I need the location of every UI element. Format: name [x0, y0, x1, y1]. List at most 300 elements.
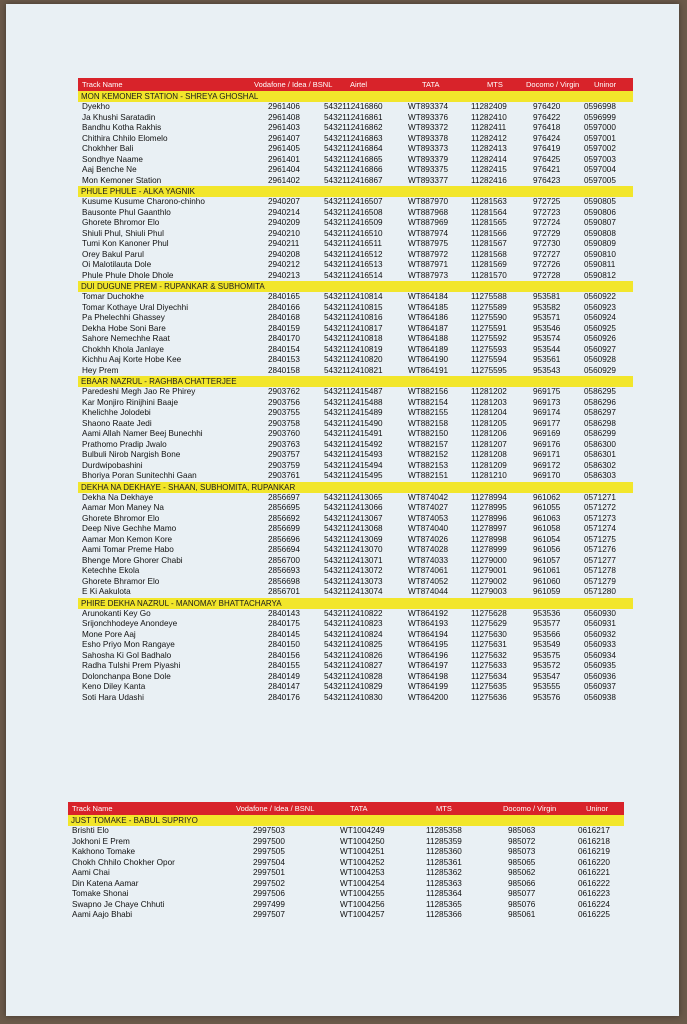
- docomo-code-cell: 961058: [533, 524, 561, 533]
- mts-code-cell: 11282413: [471, 144, 507, 153]
- tata-code-cell: WT887968: [408, 207, 449, 217]
- table-row: [78, 661, 633, 672]
- tata-code-cell: WT864197: [408, 661, 449, 670]
- uninor-code-cell: 0586298: [584, 418, 616, 428]
- uninor-code-cell: 0616221: [578, 868, 610, 877]
- album-section-title: MON KEMONER STATION - SHREYA GHOSHAL: [78, 91, 633, 102]
- airtel-code-cell: 5432112416864: [324, 144, 383, 153]
- mts-code-cell: 11275588: [471, 292, 507, 301]
- mts-code-cell: 11275589: [471, 302, 507, 312]
- docomo-code-cell: 969174: [533, 408, 561, 417]
- tata-code-cell: WT864195: [408, 640, 449, 649]
- airtel-code-cell: 5432112410826: [324, 650, 383, 660]
- uninor-code-cell: 0571279: [584, 576, 616, 586]
- airtel-code-cell: 5432112410819: [324, 344, 383, 354]
- docomo-code-cell: 969173: [533, 397, 561, 407]
- table-row: [78, 218, 633, 229]
- tata-code-cell: WT882153: [408, 460, 449, 470]
- table-row: [78, 556, 633, 567]
- mts-code-cell: 11278998: [471, 534, 507, 544]
- table-row: [78, 545, 633, 556]
- vodafone-code-cell: 2856697: [268, 492, 300, 502]
- tata-code-cell: WT887974: [408, 228, 449, 238]
- vodafone-code-cell: 2961403: [268, 123, 300, 132]
- track-name-cell: Bausonte Phul Gaanthlo: [82, 207, 171, 217]
- airtel-code-cell: 5432112410824: [324, 629, 383, 639]
- vodafone-code-cell: 2940214: [268, 207, 300, 217]
- tata-code-cell: WT864185: [408, 302, 449, 312]
- track-name-cell: Kakhono Tomake: [72, 847, 136, 856]
- table-row: [78, 324, 633, 335]
- airtel-code-cell: 5432112416514: [324, 270, 383, 280]
- mts-code-cell: 11281205: [471, 418, 507, 428]
- airtel-code-cell: 5432112410830: [324, 692, 383, 702]
- track-name-cell: Radha Tulshi Prem Piyashi: [82, 661, 181, 670]
- vodafone-code-cell: 2961402: [268, 175, 300, 185]
- album-section-title: PHULE PHULE - ALKA YAGNIK: [78, 186, 633, 197]
- airtel-code-cell: 5432112416860: [324, 102, 383, 111]
- track-name-cell: Mone Pore Aaj: [82, 629, 136, 639]
- vodafone-code-cell: 2961406: [268, 102, 300, 111]
- uninor-code-cell: 0586299: [584, 429, 616, 438]
- vodafone-code-cell: 2903763: [268, 439, 300, 449]
- header-tata: TATA: [422, 80, 440, 89]
- album-section-title: EBAAR NAZRUL - RAGHBA CHATTERJEE: [78, 376, 633, 387]
- track-name-cell: Khelichhe Jolodebi: [82, 408, 151, 417]
- uninor-code-cell: 0616223: [578, 889, 610, 898]
- paper-sheet: [6, 4, 679, 1016]
- airtel-code-cell: 5432112413066: [324, 503, 383, 512]
- table-row: [78, 197, 633, 208]
- track-name-cell: Tomar Kothaye Ural Diyechhi: [82, 302, 189, 312]
- mts-code-cell: 11281567: [471, 239, 507, 248]
- docomo-code-cell: 961062: [533, 492, 561, 502]
- mts-code-cell: 11281210: [471, 471, 507, 480]
- vodafone-code-cell: 2840156: [268, 650, 300, 660]
- table-row: [78, 229, 633, 240]
- track-name-cell: Arunokanti Key Go: [82, 608, 151, 618]
- uninor-code-cell: 0560927: [584, 344, 616, 354]
- uninor-code-cell: 0560938: [584, 692, 616, 702]
- airtel-code-cell: 5432112410818: [324, 334, 383, 343]
- track-name-cell: Kichhu Aaj Korte Hobe Kee: [82, 355, 182, 364]
- vodafone-code-cell: 2997499: [253, 899, 285, 909]
- tata-code-cell: WT1004257: [340, 910, 385, 919]
- track-name-cell: Deep Nive Gechhe Mamo: [82, 524, 177, 533]
- docomo-code-cell: 953544: [533, 344, 561, 354]
- docomo-code-cell: 976425: [533, 154, 561, 164]
- tata-code-cell: WT1004252: [340, 857, 385, 867]
- tata-code-cell: WT1004253: [340, 868, 385, 877]
- uninor-code-cell: 0590810: [584, 249, 616, 259]
- uninor-code-cell: 0597004: [584, 165, 616, 174]
- tata-code-cell: WT874040: [408, 524, 449, 533]
- tata-code-cell: WT864198: [408, 671, 449, 681]
- vodafone-code-cell: 2856692: [268, 513, 300, 523]
- vodafone-code-cell: 2856699: [268, 524, 300, 533]
- uninor-code-cell: 0571277: [584, 555, 616, 565]
- uninor-code-cell: 0586297: [584, 408, 616, 417]
- table-row: [78, 440, 633, 451]
- tata-code-cell: WT1004251: [340, 847, 385, 856]
- mts-code-cell: 11275591: [471, 323, 507, 333]
- track-name-cell: Aami Allah Namer Beej Bunechhi: [82, 429, 203, 438]
- track-name-cell: E Ki Aakulota: [82, 587, 131, 596]
- tata-code-cell: WT1004250: [340, 836, 385, 846]
- mts-code-cell: 11285365: [426, 899, 462, 909]
- table-row: [78, 102, 633, 113]
- vodafone-code-cell: 2903757: [268, 450, 300, 459]
- airtel-code-cell: 5432112415495: [324, 471, 383, 480]
- track-name-cell: Orey Bakul Parul: [82, 249, 144, 259]
- airtel-code-cell: 5432112410820: [324, 355, 383, 364]
- docomo-code-cell: 976419: [533, 144, 561, 153]
- airtel-code-cell: 5432112416867: [324, 175, 383, 185]
- uninor-code-cell: 0586301: [584, 450, 616, 459]
- track-name-cell: Dekha Na Dekhaye: [82, 492, 153, 502]
- vodafone-code-cell: 2940207: [268, 197, 300, 206]
- docomo-code-cell: 969169: [533, 429, 561, 438]
- track-name-cell: Brishti Elo: [72, 826, 109, 835]
- airtel-code-cell: 5432112413069: [324, 534, 383, 544]
- mts-code-cell: 11285358: [426, 826, 462, 835]
- mts-code-cell: 11278996: [471, 513, 507, 523]
- album-section-title: DEKHA NA DEKHAYE - SHAAN, SUBHOMITA, RUPANKAR: [78, 482, 633, 493]
- table-row: [68, 847, 624, 858]
- mts-code-cell: 11275630: [471, 629, 507, 639]
- mts-code-cell: 11275592: [471, 334, 507, 343]
- track-name-cell: Dyekho: [82, 102, 110, 111]
- tata-code-cell: WT874042: [408, 492, 449, 502]
- vodafone-code-cell: 2856696: [268, 534, 300, 544]
- track-name-cell: Tomar Duchokhe: [82, 292, 144, 301]
- airtel-code-cell: 5432112415489: [324, 408, 383, 417]
- airtel-code-cell: 5432112416509: [324, 218, 383, 227]
- mts-code-cell: 11281202: [471, 387, 507, 396]
- uninor-code-cell: 0616219: [578, 847, 610, 856]
- uninor-code-cell: 0586296: [584, 397, 616, 407]
- table-row: [78, 208, 633, 219]
- docomo-code-cell: 972723: [533, 207, 561, 217]
- uninor-code-cell: 0571274: [584, 524, 616, 533]
- tata-code-cell: WT887969: [408, 218, 449, 227]
- mts-code-cell: 11285364: [426, 889, 462, 898]
- tata-code-cell: WT882152: [408, 450, 449, 459]
- airtel-code-cell: 5432112410817: [324, 323, 383, 333]
- uninor-code-cell: 0560925: [584, 323, 616, 333]
- ringtone-table-secondary: [68, 802, 624, 921]
- ringtone-table-main: [78, 78, 633, 703]
- mts-code-cell: 11275632: [471, 650, 507, 660]
- uninor-code-cell: 0560926: [584, 334, 616, 343]
- docomo-code-cell: 969171: [533, 450, 561, 459]
- mts-code-cell: 11275595: [471, 365, 507, 375]
- airtel-code-cell: 5432112415488: [324, 397, 383, 407]
- tata-code-cell: WT864191: [408, 365, 449, 375]
- tata-code-cell: WT882155: [408, 408, 449, 417]
- table-row: [78, 387, 633, 398]
- airtel-code-cell: 5432112415493: [324, 450, 383, 459]
- docomo-code-cell: 976423: [533, 175, 561, 185]
- track-name-cell: Esho Priyo Mon Rangaye: [82, 640, 175, 649]
- vodafone-code-cell: 2840143: [268, 608, 300, 618]
- header-uninor: Uninor: [594, 80, 617, 89]
- docomo-code-cell: 969172: [533, 460, 561, 470]
- tata-code-cell: WT893375: [408, 165, 449, 174]
- docomo-code-cell: 961061: [533, 566, 561, 575]
- vodafone-code-cell: 2856695: [268, 503, 300, 512]
- airtel-code-cell: 5432112413067: [324, 513, 383, 523]
- mts-code-cell: 11275635: [471, 682, 507, 691]
- table-row: [78, 514, 633, 525]
- docomo-code-cell: 976418: [533, 123, 561, 132]
- vodafone-code-cell: 2997507: [253, 910, 285, 919]
- vodafone-code-cell: 2840168: [268, 313, 300, 322]
- airtel-code-cell: 5432112413074: [324, 587, 383, 596]
- uninor-code-cell: 0560929: [584, 365, 616, 375]
- docomo-code-cell: 985072: [508, 836, 536, 846]
- track-name-cell: Tumi Kon Kanoner Phul: [82, 239, 169, 248]
- table-row: [78, 239, 633, 250]
- vodafone-code-cell: 2940210: [268, 228, 300, 238]
- airtel-code-cell: 5432112413071: [324, 555, 383, 565]
- tata-code-cell: WT1004254: [340, 878, 385, 888]
- track-name-cell: Pa Phelechhi Ghassey: [82, 313, 165, 322]
- mts-code-cell: 11279003: [471, 587, 507, 596]
- vodafone-code-cell: 2840149: [268, 671, 300, 681]
- table-row: [68, 889, 624, 900]
- uninor-code-cell: 0590807: [584, 218, 616, 227]
- mts-code-cell: 11285362: [426, 868, 462, 877]
- track-name-cell: Aami Tomar Preme Habo: [82, 545, 174, 554]
- vodafone-code-cell: 2903761: [268, 471, 300, 480]
- docomo-code-cell: 953581: [533, 292, 561, 301]
- docomo-code-cell: 976420: [533, 102, 561, 111]
- docomo-code-cell: 985062: [508, 868, 536, 877]
- uninor-code-cell: 0597005: [584, 175, 616, 185]
- mts-code-cell: 11285363: [426, 878, 462, 888]
- tata-code-cell: WT893378: [408, 133, 449, 143]
- airtel-code-cell: 5432112415494: [324, 460, 383, 470]
- vodafone-code-cell: 2940212: [268, 260, 300, 269]
- tata-code-cell: WT864193: [408, 619, 449, 628]
- uninor-code-cell: 0586303: [584, 471, 616, 480]
- vodafone-code-cell: 2961401: [268, 154, 300, 164]
- table-row: [78, 535, 633, 546]
- uninor-code-cell: 0560935: [584, 661, 616, 670]
- vodafone-code-cell: 2961404: [268, 165, 300, 174]
- table-row: [78, 609, 633, 620]
- docomo-code-cell: 953574: [533, 334, 561, 343]
- track-name-cell: Aami Aajo Bhabi: [72, 910, 133, 919]
- uninor-code-cell: 0560930: [584, 608, 616, 618]
- table-row: [78, 672, 633, 683]
- mts-code-cell: 11281569: [471, 260, 507, 269]
- uninor-code-cell: 0560932: [584, 629, 616, 639]
- airtel-code-cell: 5432112415487: [324, 387, 383, 396]
- track-name-cell: Shaono Raate Jedi: [82, 418, 152, 428]
- table-row: [78, 292, 633, 303]
- track-name-cell: Aamar Mon Maney Na: [82, 503, 164, 512]
- vodafone-code-cell: 2840159: [268, 323, 300, 333]
- docomo-code-cell: 976424: [533, 133, 561, 143]
- track-name-cell: Kusume Kusume Charono-chinho: [82, 197, 205, 206]
- airtel-code-cell: 5432112410827: [324, 661, 383, 670]
- table-row: [68, 868, 624, 879]
- track-name-cell: Bandhu Kotha Rakhis: [82, 123, 162, 132]
- tata-code-cell: WT882150: [408, 429, 449, 438]
- table-row: [78, 355, 633, 366]
- airtel-code-cell: 5432112416512: [324, 249, 383, 259]
- vodafone-code-cell: 2840175: [268, 619, 300, 628]
- mts-code-cell: 11279001: [471, 566, 507, 575]
- header-mts: MTS: [487, 80, 503, 89]
- mts-code-cell: 11278997: [471, 524, 507, 533]
- vodafone-code-cell: 2840147: [268, 682, 300, 691]
- vodafone-code-cell: 2840155: [268, 661, 300, 670]
- tata-code-cell: WT1004255: [340, 889, 385, 898]
- track-name-cell: Dekha Hobe Soni Bare: [82, 323, 166, 333]
- mts-code-cell: 11275628: [471, 608, 507, 618]
- track-name-cell: Dolonchanpa Bone Dole: [82, 671, 171, 681]
- uninor-code-cell: 0616220: [578, 857, 610, 867]
- docomo-code-cell: 961063: [533, 513, 561, 523]
- table-row: [78, 165, 633, 176]
- table-header: [68, 802, 624, 815]
- uninor-code-cell: 0560937: [584, 682, 616, 691]
- track-name-cell: Swapno Je Chaye Chhuti: [72, 899, 165, 909]
- table-row: [78, 408, 633, 419]
- airtel-code-cell: 5432112416508: [324, 207, 383, 217]
- vodafone-code-cell: 2997505: [253, 847, 285, 856]
- mts-code-cell: 11282410: [471, 112, 507, 122]
- table-row: [78, 682, 633, 693]
- vodafone-code-cell: 2997503: [253, 826, 285, 835]
- track-name-cell: Bulbuli Nirob Nargish Bone: [82, 450, 181, 459]
- table-row: [78, 587, 633, 598]
- tata-code-cell: WT893377: [408, 175, 449, 185]
- vodafone-code-cell: 2840170: [268, 334, 300, 343]
- uninor-code-cell: 0597000: [584, 123, 616, 132]
- docomo-code-cell: 972727: [533, 249, 561, 259]
- tata-code-cell: WT864187: [408, 323, 449, 333]
- table-row: [78, 651, 633, 662]
- table-row: [78, 345, 633, 356]
- mts-code-cell: 11278994: [471, 492, 507, 502]
- docomo-code-cell: 985077: [508, 889, 536, 898]
- docomo-code-cell: 953571: [533, 313, 561, 322]
- table-row: [78, 471, 633, 482]
- mts-code-cell: 11281203: [471, 397, 507, 407]
- airtel-code-cell: 5432112413072: [324, 566, 383, 575]
- tata-code-cell: WT1004256: [340, 899, 385, 909]
- track-name-cell: Ja Khushi Saratadin: [82, 112, 156, 122]
- track-name-cell: Jokhoni E Prem: [72, 836, 130, 846]
- airtel-code-cell: 5432112410822: [324, 608, 383, 618]
- uninor-code-cell: 0616224: [578, 899, 610, 909]
- vodafone-code-cell: 2840166: [268, 302, 300, 312]
- uninor-code-cell: 0590812: [584, 270, 616, 280]
- track-name-cell: Srijonchhodeye Anondeye: [82, 619, 178, 628]
- vodafone-code-cell: 2961408: [268, 112, 300, 122]
- table-row: [78, 303, 633, 314]
- mts-code-cell: 11282409: [471, 102, 507, 111]
- header-track-name: Track Name: [82, 80, 123, 89]
- tata-code-cell: WT887970: [408, 197, 449, 206]
- docomo-code-cell: 953543: [533, 365, 561, 375]
- docomo-code-cell: 961056: [533, 545, 561, 554]
- table-row: [68, 826, 624, 837]
- mts-code-cell: 11282415: [471, 165, 507, 174]
- mts-code-cell: 11278999: [471, 545, 507, 554]
- mts-code-cell: 11275633: [471, 661, 507, 670]
- track-name-cell: Chokhher Bali: [82, 144, 134, 153]
- mts-code-cell: 11282414: [471, 154, 507, 164]
- album-section-title: PHIRE DEKHA NAZRUL - MANOMAY BHATTACHARYA: [78, 598, 633, 609]
- tata-code-cell: WT893374: [408, 102, 449, 111]
- table-row: [78, 271, 633, 282]
- vodafone-code-cell: 2940209: [268, 218, 300, 227]
- table-row: [78, 313, 633, 324]
- vodafone-code-cell: 2961407: [268, 133, 300, 143]
- tata-code-cell: WT864199: [408, 682, 449, 691]
- mts-code-cell: 11281565: [471, 218, 507, 227]
- tata-code-cell: WT864194: [408, 629, 449, 639]
- uninor-code-cell: 0586295: [584, 387, 616, 396]
- docomo-code-cell: 985073: [508, 847, 536, 856]
- vodafone-code-cell: 2840176: [268, 692, 300, 702]
- docomo-code-cell: 953547: [533, 671, 561, 681]
- track-name-cell: Aami Chai: [72, 868, 110, 877]
- mts-code-cell: 11281566: [471, 228, 507, 238]
- uninor-code-cell: 0616222: [578, 878, 610, 888]
- table-header: [78, 78, 633, 91]
- airtel-code-cell: 5432112410821: [324, 365, 383, 375]
- vodafone-code-cell: 2961405: [268, 144, 300, 153]
- airtel-code-cell: 5432112413070: [324, 545, 383, 554]
- docomo-code-cell: 961054: [533, 534, 561, 544]
- docomo-code-cell: 953536: [533, 608, 561, 618]
- mts-code-cell: 11279002: [471, 576, 507, 586]
- track-name-cell: Kar Monjiro Rinijhini Baaje: [82, 397, 179, 407]
- uninor-code-cell: 0597001: [584, 133, 616, 143]
- vodafone-code-cell: 2903760: [268, 429, 300, 438]
- table-row: [68, 910, 624, 921]
- airtel-code-cell: 5432112416862: [324, 123, 383, 132]
- mts-code-cell: 11281204: [471, 408, 507, 417]
- table-row: [78, 398, 633, 409]
- table-row: [78, 366, 633, 377]
- table-row: [78, 566, 633, 577]
- docomo-code-cell: 985061: [508, 910, 536, 919]
- table-row: [68, 879, 624, 890]
- mts-code-cell: 11282412: [471, 133, 507, 143]
- album-section-title: JUST TOMAKE - BABUL SUPRIYO: [68, 815, 624, 826]
- docomo-code-cell: 969170: [533, 471, 561, 480]
- uninor-code-cell: 0560928: [584, 355, 616, 364]
- docomo-code-cell: 961060: [533, 576, 561, 586]
- uninor-code-cell: 0590811: [584, 260, 616, 269]
- header-track-name: Track Name: [72, 804, 113, 813]
- tata-code-cell: WT874052: [408, 576, 449, 586]
- header-tata: TATA: [350, 804, 368, 813]
- tata-code-cell: WT864196: [408, 650, 449, 660]
- header-vodafone: Vodafone / Idea / BSNL: [254, 80, 333, 89]
- uninor-code-cell: 0560933: [584, 640, 616, 649]
- docomo-code-cell: 953561: [533, 355, 561, 364]
- tata-code-cell: WT874044: [408, 587, 449, 596]
- docomo-code-cell: 969175: [533, 387, 561, 396]
